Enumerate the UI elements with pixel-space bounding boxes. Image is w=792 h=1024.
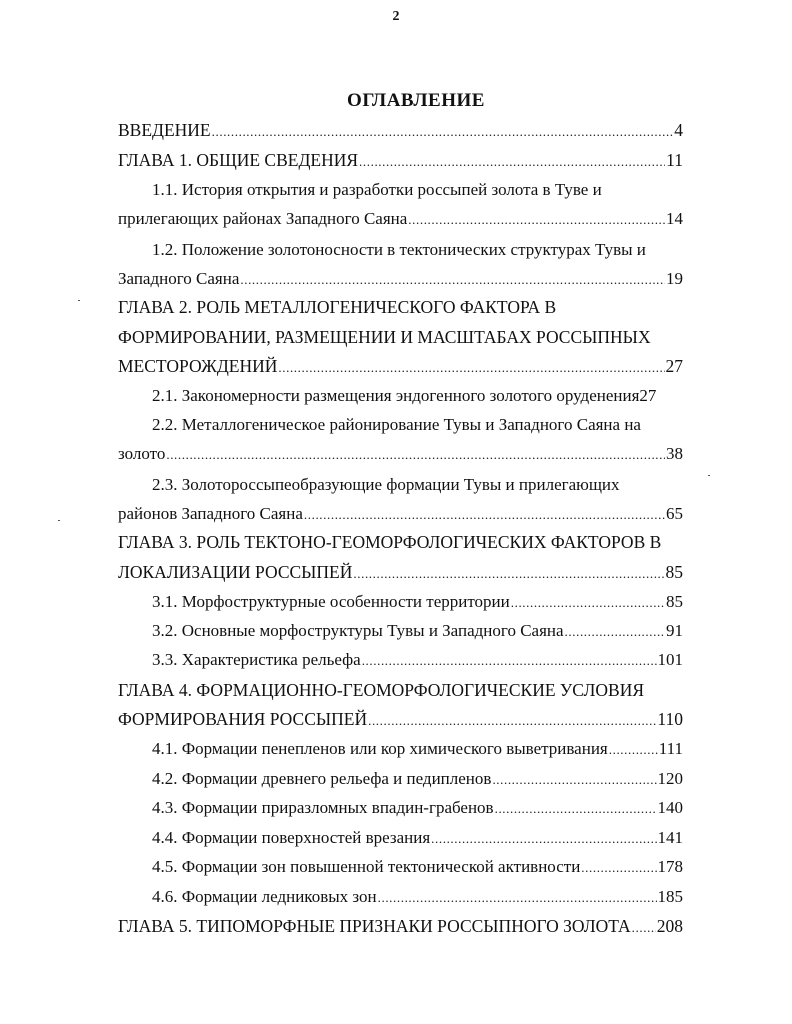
leader-dots: [378, 886, 657, 910]
toc-entry-chapter-3-line-1[interactable]: [118, 530, 683, 554]
toc-entry-page: 185: [657, 887, 683, 906]
toc-entry-chapter-2-line-1[interactable]: [118, 295, 683, 319]
toc-title: ОГЛАВЛЕНИЕ: [347, 90, 485, 111]
leader-dots: [408, 208, 665, 232]
toc-entry-page: 111: [658, 739, 683, 758]
toc-entry-text: районов Западного Саяна: [118, 504, 303, 523]
toc-entry-2-2-line-1[interactable]: [152, 413, 683, 437]
toc-entry-4-3[interactable]: [152, 796, 683, 820]
toc-entry-text: 1.2. Положение золотоносности в тектонических структурах Тувы и: [152, 240, 646, 259]
toc-entry-3-3[interactable]: [152, 648, 683, 672]
toc-entry-text: 2.3. Золотороссыпеобразующие формации Тувы и прилегающих: [152, 475, 620, 494]
toc-entry-4-2[interactable]: [152, 767, 683, 791]
toc-entry-text: Западного Саяна: [118, 269, 240, 288]
leader-dots: [278, 356, 664, 380]
toc-entry-text: 4.1. Формации пенепленов или кор химического выветривания: [152, 739, 608, 758]
toc-entry-page: 27: [665, 356, 683, 376]
toc-entry-page: 14: [666, 209, 683, 228]
toc-entry-2-2-line-2[interactable]: [118, 442, 683, 466]
toc-entry-text: ГЛАВА 3. РОЛЬ ТЕКТОНО-ГЕОМОРФОЛОГИЧЕСКИХ ФАКТОРОВ В: [118, 532, 662, 552]
leader-dots: [431, 827, 656, 851]
toc-entry-page: 208: [656, 916, 683, 936]
leader-dots: [511, 591, 665, 615]
leader-dots: [304, 503, 665, 527]
toc-entry-chapter-3-line-2[interactable]: [118, 560, 683, 584]
toc-entry-2-1[interactable]: [152, 384, 683, 408]
toc-entry-text: 2.2. Металлогеническое районирование Тувы и Западного Саяна на: [152, 415, 641, 434]
toc-entry-text: 1.1. История открытия и разработки россыпей золота в Туве и: [152, 180, 602, 199]
leader-dots: [212, 120, 674, 144]
toc-entry-text: 4.5. Формации зон повышенной тектонической активности: [152, 857, 581, 876]
leader-dots: [353, 562, 664, 586]
leader-dots: [581, 856, 656, 880]
toc-entry-4-5[interactable]: [152, 855, 683, 879]
toc-entry-3-2[interactable]: [152, 619, 683, 643]
toc-entry-page: 38: [666, 444, 683, 463]
toc-entry-text: 4.4. Формации поверхностей врезания: [152, 828, 431, 847]
toc-entry-text: ГЛАВА 2. РОЛЬ МЕТАЛЛОГЕНИЧЕСКОГО ФАКТОРА В: [118, 297, 557, 317]
scan-speck: [58, 520, 60, 521]
toc-entry-4-4[interactable]: [152, 826, 683, 850]
scan-speck: [78, 300, 80, 301]
toc-entry-text: прилегающих районах Западного Саяна: [118, 209, 408, 228]
leader-dots: [565, 620, 665, 644]
toc-entry-text: ВВЕДЕНИЕ: [118, 120, 211, 140]
toc-entry-chapter-4-line-2[interactable]: [118, 707, 683, 731]
toc-entry-page: 85: [666, 592, 683, 611]
toc-entry-chapter-5[interactable]: [118, 914, 683, 938]
toc-entry-chapter-1[interactable]: [118, 148, 683, 172]
toc-entry-2-3-line-2[interactable]: [118, 502, 683, 526]
toc-entry-text: 2.1. Закономерности размещения эндогенного золотого оруденения: [152, 386, 640, 405]
toc-entry-text: 3.2. Основные морфоструктуры Тувы и Западного Саяна: [152, 621, 564, 640]
toc-entry-1-2-line-1[interactable]: [152, 238, 683, 262]
toc-entry-text: 4.2. Формации древнего рельефа и педипленов: [152, 769, 492, 788]
toc-entry-text: золото: [118, 444, 166, 463]
toc-entry-text: 4.6. Формации ледниковых зон: [152, 887, 377, 906]
leader-dots: [495, 797, 657, 821]
toc-entry-page: 19: [666, 269, 683, 288]
toc-entry-text: МЕСТОРОЖДЕНИЙ: [118, 356, 278, 376]
toc-entry-page: 178: [657, 857, 683, 876]
toc-entry-text: 3.3. Характеристика рельефа: [152, 650, 361, 669]
toc-entry-4-1[interactable]: [152, 737, 683, 761]
toc-entry-introduction[interactable]: [118, 118, 683, 142]
toc-entry-page: 141: [657, 828, 683, 847]
toc-entry-2-3-line-1[interactable]: [152, 473, 683, 497]
toc-entry-1-2-line-2[interactable]: [118, 267, 683, 291]
leader-dots: [632, 916, 656, 940]
toc-entry-text: ГЛАВА 5. ТИПОМОРФНЫЕ ПРИЗНАКИ РОССЫПНОГО ЗОЛОТА: [118, 916, 631, 936]
leader-dots: [368, 709, 656, 733]
leader-dots: [609, 738, 658, 762]
toc-entry-page: 120: [657, 769, 683, 788]
toc-entry-page: 27: [639, 386, 657, 405]
page-number: 2: [392, 9, 400, 24]
toc-entry-page: 91: [666, 621, 683, 640]
leader-dots: [362, 649, 657, 673]
toc-entry-text: 4.3. Формации приразломных впадин-грабенов: [152, 798, 494, 817]
toc-entry-page: 140: [657, 798, 683, 817]
toc-entry-page: 65: [666, 504, 683, 523]
toc-entry-chapter-2-line-2[interactable]: [118, 325, 683, 349]
toc-entry-page: 101: [657, 650, 683, 669]
leader-dots: [240, 268, 665, 292]
scan-speck: [708, 475, 710, 476]
toc-entry-text: ЛОКАЛИЗАЦИИ РОССЫПЕЙ: [118, 562, 353, 582]
toc-entry-chapter-4-line-1[interactable]: [118, 678, 683, 702]
toc-entry-page: 11: [666, 150, 683, 170]
toc-entry-text: ГЛАВА 4. ФОРМАЦИОННО-ГЕОМОРФОЛОГИЧЕСКИЕ УСЛОВИЯ: [118, 680, 645, 700]
toc-entry-page: 110: [657, 709, 683, 729]
leader-dots: [359, 150, 665, 174]
toc-entry-1-1-line-2[interactable]: [118, 207, 683, 231]
leader-dots: [492, 768, 656, 792]
toc-entry-text: ГЛАВА 1. ОБЩИЕ СВЕДЕНИЯ: [118, 150, 359, 170]
toc-entry-page: 4: [674, 120, 683, 140]
toc-entry-page: 85: [665, 562, 683, 582]
leader-dots: [166, 443, 665, 467]
toc-entry-text: ФОРМИРОВАНИИ, РАЗМЕЩЕНИИ И МАСШТАБАХ РОССЫПНЫХ: [118, 327, 651, 347]
toc-entry-chapter-2-line-3[interactable]: [118, 354, 683, 378]
toc-entry-text: ФОРМИРОВАНИЯ РОССЫПЕЙ: [118, 709, 368, 729]
toc-entry-4-6[interactable]: [152, 885, 683, 909]
toc-entry-1-1-line-1[interactable]: [152, 178, 683, 202]
toc-entry-3-1[interactable]: [152, 590, 683, 614]
toc-entry-text: 3.1. Морфоструктурные особенности территории: [152, 592, 510, 611]
